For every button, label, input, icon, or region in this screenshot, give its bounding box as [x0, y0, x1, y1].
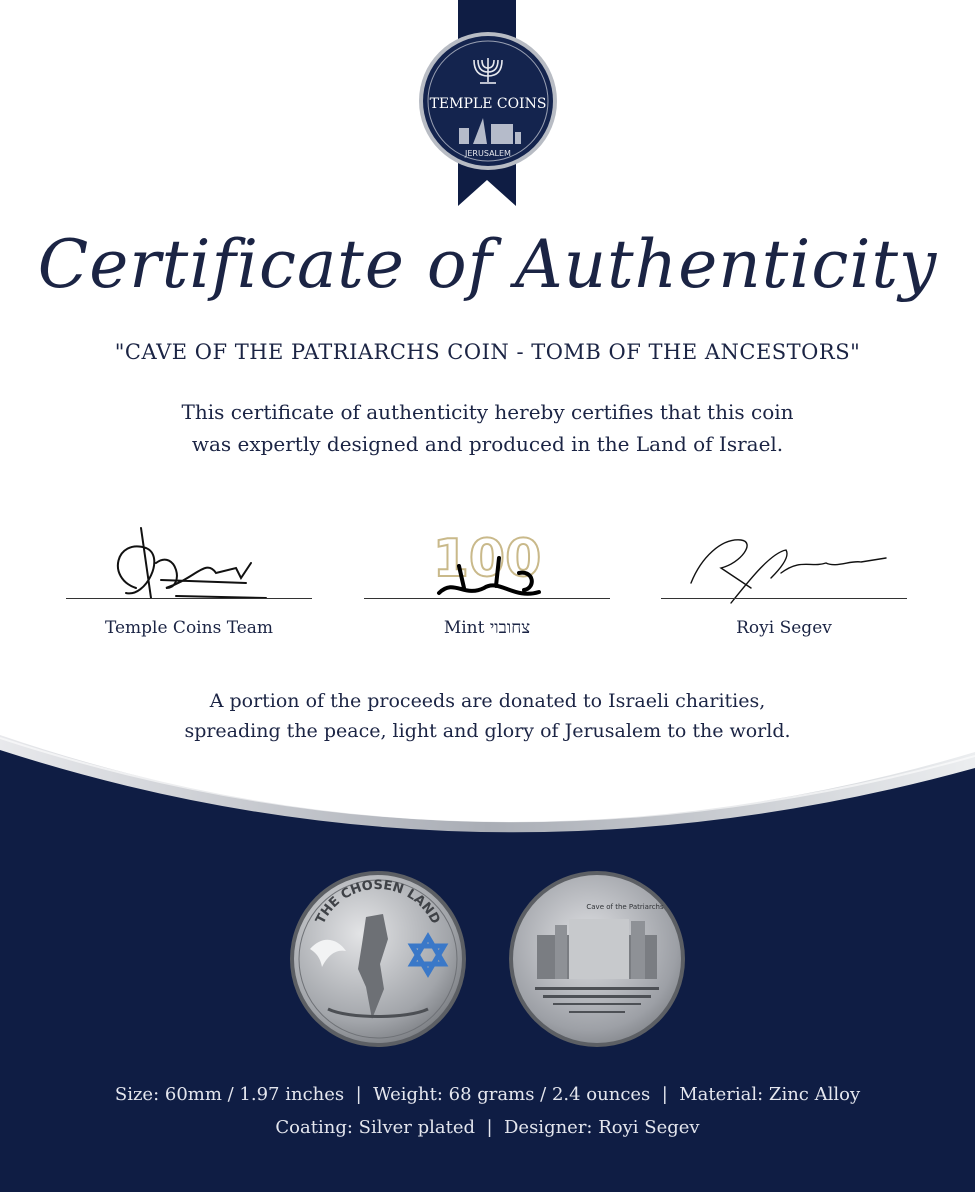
- signature-block-royi-segev: [661, 518, 907, 648]
- coin-front-text: THE CHOSEN LAND: [313, 877, 443, 927]
- donation-note: [100, 686, 875, 746]
- mint-mark-digits: 100: [432, 529, 542, 589]
- body-line: was expertly designed and produced in the Land of Israel.: [191, 432, 784, 456]
- signature-line: [661, 598, 907, 599]
- mint-mark: [364, 518, 610, 606]
- temple-coins-logo: [417, 30, 559, 172]
- coin-name: "CAVE OF THE PATRIARCHS COIN - TOMB OF THE ANCESTORS": [114, 340, 861, 364]
- coin-back-image: [507, 869, 687, 1049]
- signer-name: Mint צחובוי: [443, 618, 531, 638]
- logo-brand-text: TEMPLE COINS: [429, 96, 547, 112]
- building-icon: [537, 919, 657, 979]
- signature-scribble: [66, 518, 312, 606]
- donation-line: A portion of the proceeds are donated to Israeli charities,: [209, 690, 766, 712]
- coin-specifications: [40, 1078, 935, 1144]
- signer-name: Temple Coins Team: [104, 618, 274, 638]
- specs-line: Coating: Silver plated | Designer: Royi Segev: [275, 1117, 700, 1138]
- coin-back-text: Cave of the Patriarchs: [586, 903, 664, 911]
- signature-block-temple-coins: [66, 518, 312, 648]
- donation-line: spreading the peace, light and glory of Jerusalem to the world.: [184, 720, 791, 742]
- signature-line: [364, 598, 610, 599]
- body-line: This certificate of authenticity hereby certifies that this coin: [181, 400, 794, 424]
- logo-city-text: JERUSALEM: [465, 149, 511, 158]
- signature-scribble: [661, 518, 907, 606]
- certificate-body: [100, 396, 875, 460]
- signer-name: Royi Segev: [736, 618, 832, 638]
- signature-line: [66, 598, 312, 599]
- certificate-title: Certificate of Authenticity: [37, 226, 938, 303]
- signature-block-mint: [364, 518, 610, 648]
- coin-front-image: [288, 869, 468, 1049]
- specs-line: Size: 60mm / 1.97 inches | Weight: 68 grams / 2.4 ounces | Material: Zinc Alloy: [114, 1084, 861, 1105]
